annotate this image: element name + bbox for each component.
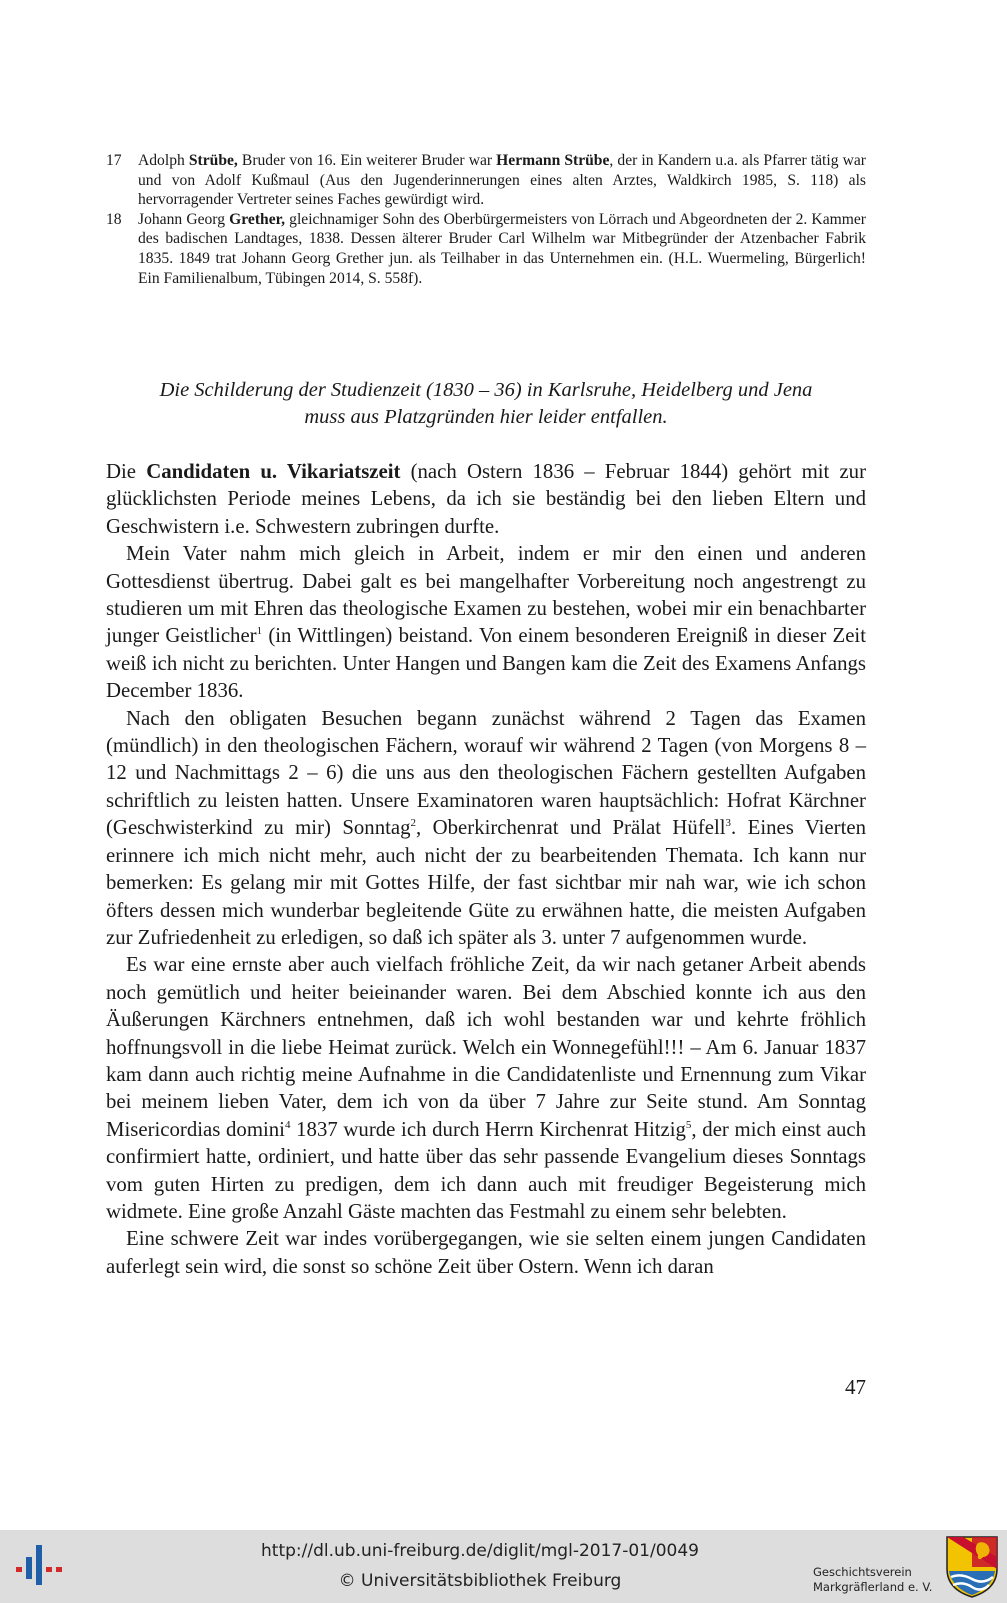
text-run: Adolph <box>138 152 189 169</box>
bold-text: Candidaten u. Vikariatszeit <box>146 460 401 483</box>
text-run: , Oberkirchenrat und Prälat Hüfell <box>416 816 726 840</box>
footnote-reference: 2 <box>410 817 417 830</box>
coat-of-arms-icon[interactable] <box>945 1535 999 1599</box>
footnote-18 <box>106 210 866 288</box>
bold-text: Hermann Strübe <box>496 152 610 169</box>
footnote-reference: 5 <box>685 1118 692 1131</box>
footnote-reference: 3 <box>725 817 732 830</box>
society-name-line: Markgräflerland e. V. <box>813 1580 933 1594</box>
footnote-reference: 4 <box>284 1118 291 1131</box>
footnote-number: 17 <box>106 152 122 169</box>
text-run: Mein Vater nahm mich gleich in Arbeit, indem er mir den einen und anderen Gottesdienst übertrug. Dabei galt es bei mangelhafter Vorbereitung noch angestrengt zu studieren um mit Ehren das theologische Examen zu bestehen, wobei mir ein benachbarter junger Geistlicher <box>106 542 866 648</box>
footnote-reference: 1 <box>256 625 263 638</box>
text-run: Johann Georg <box>138 210 230 228</box>
footnote-text <box>138 210 866 288</box>
paragraph <box>106 705 866 952</box>
omission-note <box>106 377 866 431</box>
text-run: Die <box>106 460 147 483</box>
society-name-line: Geschichtsverein <box>813 1565 912 1579</box>
ub-freiburg-logo-icon[interactable] <box>14 1543 66 1587</box>
text-run: gleichnamiger Sohn des Oberbürgermeisters von Lörrach und Abgeordneten der 2. Kammer des badischen Landtages, 1838. Dessen älterer Bruder Carl Wilhelm war Mitbegründer der Atzenbacher Fabrik 1835. 1849 trat Johann Georg Grether jun. als Teilhaber in das Unternehmen ein. (H.L. Wuermeling, Bürgerlich! Ein Familienalbum, Tübingen 2014, S. 558f). <box>138 210 866 287</box>
bold-text: Grether, <box>229 210 286 228</box>
main-text <box>106 458 866 1280</box>
text-run: (in Wittlingen) beistand. Von einem besonderen Ereigniß in dieser Zeit weiß ich nicht zu berichten. Unter Hangen und Bangen kam die Zeit des Examens Anfangs December 1836. <box>106 624 866 703</box>
paragraph <box>106 1225 866 1280</box>
text-run: Es war eine ernste aber auch vielfach fröhliche Zeit, da wir nach getaner Arbeit abends noch gemütlich und heiter beieinander waren. Bei dem Abschied konnte ich aus den Äußerungen Kärchners entnehmen, daß ich wohl bestanden war und kehrte fröhlich hoffnungsvoll in die liebe Heimat zurück. Welch ein Wonnegefühl!!! – Am 6. Januar 1837 kam dann auch richtig meine Aufnahme in die Candidatenliste und Ernennung zum Vikar bei meinem lieben Vater, dem ich von da über 7 Jahre zur Seite stund. Am Sonntag Misericordias domini <box>106 953 866 1141</box>
footer-copyright: © Universitätsbibliothek Freiburg <box>338 1571 622 1591</box>
text-run: Bruder von 16. Ein weiterer Bruder war <box>237 152 497 169</box>
paragraph <box>106 540 866 704</box>
omission-note-line: muss aus Platzgründen hier leider entfallen. <box>304 406 668 428</box>
paragraph <box>106 458 866 540</box>
text-run: , der in Kandern u.a. als Pfarrer tätig war und von Adolf Kußmaul (Aus den Jugenderinnerungen eines alten Arztes, Waldkirch 1985, S. 118) als hervorragender Vertreter seines Faches gewürdigt wird. <box>138 152 866 209</box>
footnote-number: 18 <box>106 210 122 228</box>
society-name <box>813 1565 932 1595</box>
text-run: , der mich einst auch confirmiert hatte, ordiniert, und hatte über das sehr passende Evangelium dieses Sonntags vom guten Hirten zu predigen, dem ich dann auch mit freudiger Begeisterung mich widmete. Eine große Anzahl Gäste machten das Festmahl zu einem sehr belebten. <box>106 1117 866 1223</box>
footnotes <box>106 151 866 288</box>
footer-url-link[interactable]: http://dl.ub.uni-freiburg.de/diglit/mgl-2017-01/0049 <box>261 1541 699 1561</box>
text-run: Eine schwere Zeit war indes vorübergegangen, wie sie selten einem jungen Candidaten auferlegt sein wird, die sonst so schöne Zeit über Ostern. Wenn ich daran <box>106 1227 866 1278</box>
text-run: . Eines Vierten erinnere ich mich nicht mehr, auch nicht der zu bearbeitenden Themata. Ich kann nur bemerken: Es gelang mir mit Gottes Hilfe, der fast sichtbar mir nah war, wie ich schon öfters dessen mich wunderbar begleitende Güte zu erwähnen hatte, die meisten Aufgaben zur Zufriedenheit zu erledigen, so daß ich später als 3. unter 7 aufgenommen wurde. <box>106 816 866 949</box>
text-run: 1837 wurde ich durch Herrn Kirchenrat Hitzig <box>290 1117 686 1141</box>
text-run: (nach Ostern 1836 – Februar 1844) gehört mit zur glücklichsten Periode meines Lebens, da ich sie beständig bei den lieben Eltern und Geschwistern i.e. Schwestern zubringen durfte. <box>106 460 867 538</box>
omission-note-line: Die Schilderung der Studienzeit (1830 – 36) in Karlsruhe, Heidelberg und Jena <box>159 379 813 401</box>
paragraph <box>106 951 866 1225</box>
footer-bar <box>0 1530 1007 1603</box>
footnote-text <box>138 151 866 210</box>
page-number: 47 <box>845 1375 866 1399</box>
footnote-17 <box>106 151 866 210</box>
text-run: Nach den obligaten Besuchen begann zunächst während 2 Tagen das Examen (mündlich) in den theologischen Fächern, worauf wir während 2 Tagen (von Morgens 8 – 12 und Nachmittags 2 – 6) die uns aus den theologischen Fächern gestellten Aufgaben schriftlich zu leisten hatten. Unsere Examinatoren waren hauptsächlich: Hofrat Kärchner (Geschwisterkind zu mir) Sonntag <box>106 706 866 840</box>
bold-text: Strübe, <box>188 152 238 169</box>
